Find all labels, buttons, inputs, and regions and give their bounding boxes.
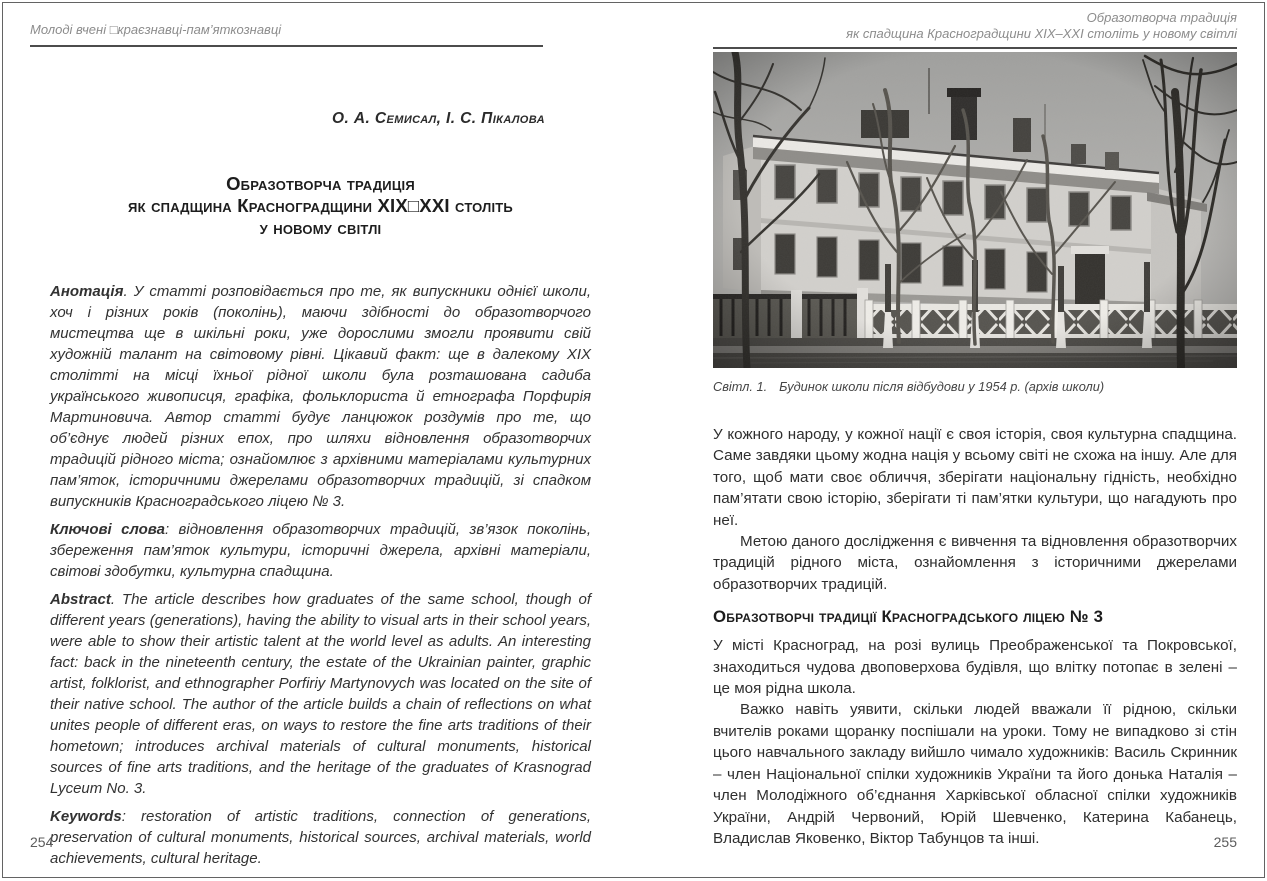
left-running-head bbox=[30, 22, 543, 47]
keywords-uk-lead: Ключові слова bbox=[50, 521, 165, 538]
school-photo-illustration bbox=[713, 52, 1237, 368]
abstract-en-lead: Abstract bbox=[50, 591, 111, 608]
figure-caption bbox=[713, 379, 1237, 394]
figure-caption-text: Будинок школи після відбудови у 1954 р. (архів школи) bbox=[779, 379, 1105, 394]
keywords-en-text: : restoration of artistic traditions, connection of generations, preservation of cultural monuments, historical sources, archival materials, world achievements, cultural heritage. bbox=[50, 808, 591, 867]
annotation-text: . У статті розповідається про те, як випускники однієї школи, хоч і різних років (поколінь), маючи здібності до образотворчого мистецтва ще в шкільні роки, уже дорослими змогли проявити свій художній талант на світовому рівні. Цікавий факт: ще в далекому XIX столітті на місці їхньої рідної школи була розташована садиба українського живописця, графіка, фольклориста й етнографа Порфирія Мартиновича. Автор статті будує ланцюжок роздумів про те, що об’єднує людей різних епох, про шляхи відновлення образотворчих традицій рідного міста; ознайомлює з архівними матеріалами культурних пам’яток, історичними джерелами образотворчих традицій, зі спадком випускників Красноградського ліцею № 3. bbox=[50, 283, 591, 510]
article-title bbox=[50, 173, 591, 239]
keywords-uk-paragraph bbox=[50, 519, 591, 582]
left-running-head-text: Молоді вчені □краєзнавці-пам’яткознавці bbox=[30, 22, 282, 37]
annotation-paragraph bbox=[50, 281, 591, 512]
page-number-right: 255 bbox=[1213, 834, 1237, 850]
body-paragraph-3: У місті Красноград, на розі вулиць Преображенської та Покровської, знаходиться чудова двоповерхова будівля, що влітку потопає в зелені – це моя рідна школа. bbox=[713, 637, 1237, 698]
abstract-en-text: . The article describes how graduates of the same school, though of different years (generations), having the ability to visual arts in their school years, were able to show their artistic talent at the world level as adults. An interesting fact: back in the nineteenth century, the estate of the Ukrainian painter, graphic artist, folklorist, and ethnographer Porfiriy Martynovych was located on the site of their native school. The author of the article builds a chain of reflections on what unites people of different eras, on ways to restore the fine arts traditions of their hometown; introduces archival materials of cultural monuments, historical sources of fine arts traditions, and the heritage of the graduates of Krasnograd Lyceum No. 3. bbox=[50, 591, 591, 797]
annotation-lead: Анотація bbox=[50, 283, 124, 300]
figure-caption-label: Світл. 1. bbox=[713, 379, 768, 394]
keywords-uk-text: : відновлення образотворчих традицій, зв’язок поколінь, збереження пам’яток культури, історичні джерела, архівні матеріали, світові здобутки, культурна спадщина. bbox=[50, 521, 591, 580]
section-heading: Образотворчі традиції Красноградського ліцею № 3 bbox=[713, 607, 1104, 627]
right-running-head bbox=[713, 10, 1237, 49]
keywords-en-paragraph bbox=[50, 806, 591, 869]
authors-line: О. А. Семисал, І. С. Пікалова bbox=[332, 110, 545, 127]
article-title-line-1: Образотворча традиція bbox=[226, 173, 415, 194]
abstract-block bbox=[50, 281, 591, 876]
article-title-line-2: як спадщина Красноградщини XIX□XXI століть bbox=[128, 195, 513, 216]
abstract-en-paragraph bbox=[50, 589, 591, 799]
body-paragraph-1: У кожного народу, у кожної нації є своя історія, своя культурна спадщина. Саме завдяки цьому жодна нація у всьому світі не схожа на іншу. Але для того, щоб мати своє обличчя, зберігати національну гідність, необхідно пам’ятати свою історію, зберігати ті пам’ятки культури, що нагадують про неї. bbox=[713, 426, 1237, 529]
article-title-line-3: у новому світлі bbox=[259, 217, 382, 238]
keywords-en-lead: Keywords bbox=[50, 808, 122, 825]
right-running-head-line-1: Образотворча традиція bbox=[1086, 10, 1237, 25]
right-running-head-line-2: як спадщина Красноградщини XIX–XXI століть у новому світлі bbox=[846, 26, 1237, 41]
page-number-left: 254 bbox=[30, 834, 54, 850]
body-paragraph-4: Важко навіть уявити, скільки людей вважали її рідною, скільки вчителів роками щоранку поспішали на уроки. Тому не випадково зі стін цього навчального закладу вийшло чимало художників: Василь Скринник – член Національної спілки художників України та його донька Наталія – член Молодіжного об’єднання Харківської обласної спілки художників України, Андрій Червоний, Юрій Шевченко, Катерина Кабанець, Владислав Яковенко, Віктор Табунцов та інші. bbox=[713, 701, 1237, 847]
article-body bbox=[713, 424, 1237, 849]
school-photo bbox=[713, 52, 1237, 368]
body-paragraph-2: Метою даного дослідження є вивчення та відновлення образотворчих традицій рідного міста, ознайомлення з історичними джерелами образотворчих традицій. bbox=[713, 533, 1237, 593]
